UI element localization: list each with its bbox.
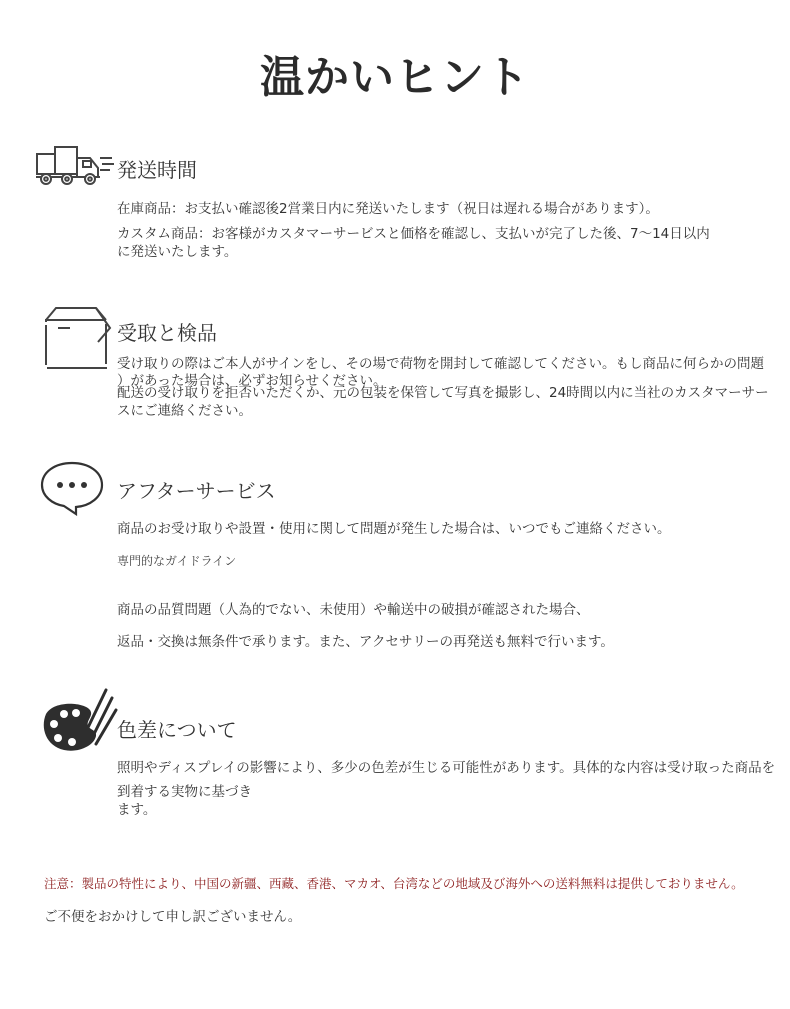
aftersales-line-1: 商品のお受け取りや設置・使用に関して問題が発生した場合は、いつでもご連絡ください。 xyxy=(117,521,671,537)
palette-icon xyxy=(38,684,118,754)
section-title-aftersales: アフターサービス xyxy=(117,479,276,503)
shipping-line-3: に発送いたします。 xyxy=(117,244,238,260)
aftersales-line-3: 商品の品質問題（人為的でない、未使用）や輸送中の破損が確認された場合、 xyxy=(117,602,590,618)
apology-text: ご不便をおかけして申し訳ございません。 xyxy=(44,909,302,925)
shipping-line-1: 在庫商品：お支払い確認後2営業日内に発送いたします（祝日は遅れる場合があります）。 xyxy=(117,201,659,217)
color-line-3: ます。 xyxy=(117,802,157,818)
color-line-2: 到着する実物に基づき xyxy=(117,784,252,800)
aftersales-guideline-label: 専門的なガイドライン xyxy=(117,554,237,568)
receipt-line-4: スにご連絡ください。 xyxy=(117,403,252,419)
aftersales-line-4: 返品・交換は無条件で承ります。また、アクセサリーの再発送も無料で行います。 xyxy=(117,634,614,650)
section-title-shipping: 発送時間 xyxy=(117,158,197,182)
page-title: 温かいヒント xyxy=(260,52,530,103)
receipt-line-2: ）があった場合は、必ずお知らせください。 xyxy=(117,373,387,389)
box-icon xyxy=(40,306,112,372)
truck-icon xyxy=(34,144,118,188)
shipping-restriction-note: 注意：製品の特性により、中国の新疆、西藏、香港、マカオ、台湾などの地域及び海外への送料無料は提供しておりません。 xyxy=(44,876,744,891)
color-line-1: 照明やディスプレイの影響により、多少の色差が生じる可能性があります。具体的な内容は受け取った商品を xyxy=(117,760,776,776)
section-title-color: 色差について xyxy=(117,718,237,742)
speech-bubble-icon xyxy=(40,460,106,516)
receipt-line-3: 配送の受け取りを拒否いただくか、元の包装を保管して写真を撮影し、24時間以内に当社のカスタマーサー xyxy=(117,385,769,401)
shipping-line-2: カスタム商品：お客様がカスタマーサービスと価格を確認し、支払いが完了した後、7〜14日以内 xyxy=(117,226,710,242)
section-title-receipt: 受取と検品 xyxy=(117,321,217,345)
receipt-line-1: 受け取りの際はご本人がサインをし、その場で荷物を開封して確認してください。もし商品に何らかの問題 xyxy=(117,356,765,372)
